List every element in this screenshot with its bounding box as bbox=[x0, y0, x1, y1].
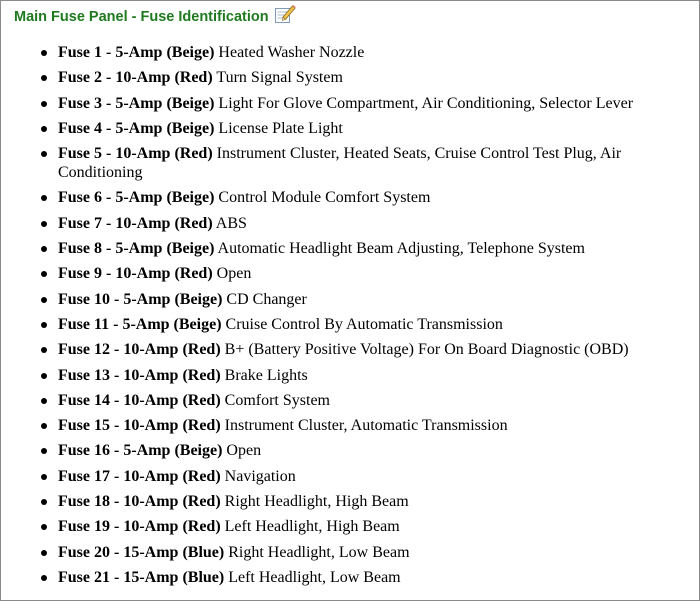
fuse-spec: Fuse 14 - 10-Amp (Red) bbox=[58, 391, 221, 409]
fuse-description: Turn Signal System bbox=[216, 69, 343, 87]
fuse-description: ABS bbox=[215, 214, 247, 232]
fuse-description: Automatic Headlight Beam Adjusting, Telephone System bbox=[217, 240, 585, 258]
fuse-spec: Fuse 12 - 10-Amp (Red) bbox=[58, 341, 221, 359]
fuse-list-item bbox=[1, 94, 691, 113]
fuse-spec: Fuse 9 - 10-Amp (Red) bbox=[58, 265, 213, 283]
fuse-description: CD Changer bbox=[226, 290, 307, 308]
title-row bbox=[14, 4, 296, 30]
fuse-list-item bbox=[1, 416, 691, 435]
fuse-spec: Fuse 8 - 5-Amp (Beige) bbox=[58, 240, 215, 258]
fuse-description: Instrument Cluster, Heated Seats, Cruise Control Test Plug, Air Conditioning bbox=[58, 145, 622, 182]
fuse-spec: Fuse 11 - 5-Amp (Beige) bbox=[58, 315, 222, 333]
edit-note-icon[interactable] bbox=[274, 4, 296, 24]
fuse-spec: Fuse 21 - 15-Amp (Blue) bbox=[58, 568, 225, 586]
fuse-description: Left Headlight, Low Beam bbox=[228, 568, 401, 586]
fuse-list-item bbox=[1, 119, 691, 138]
fuse-spec: Fuse 2 - 10-Amp (Red) bbox=[58, 69, 213, 87]
fuse-list-item bbox=[1, 492, 691, 511]
fuse-description: Brake Lights bbox=[224, 366, 308, 384]
fuse-list-item bbox=[1, 214, 691, 233]
fuse-description: Control Module Comfort System bbox=[218, 189, 431, 207]
page-title: Main Fuse Panel - Fuse Identification bbox=[14, 9, 269, 25]
fuse-spec: Fuse 17 - 10-Amp (Red) bbox=[58, 467, 221, 485]
fuse-description: Right Headlight, High Beam bbox=[224, 493, 409, 511]
fuse-list-item bbox=[1, 543, 691, 562]
fuse-description: Left Headlight, High Beam bbox=[224, 518, 400, 536]
fuse-description: Navigation bbox=[224, 467, 296, 485]
fuse-description: B+ (Battery Positive Voltage) For On Board Diagnostic (OBD) bbox=[224, 341, 629, 359]
fuse-spec: Fuse 15 - 10-Amp (Red) bbox=[58, 417, 221, 435]
fuse-list-item bbox=[1, 467, 691, 486]
fuse-list-item bbox=[1, 68, 691, 87]
fuse-list-item bbox=[1, 441, 691, 460]
fuse-description: Heated Washer Nozzle bbox=[218, 44, 365, 61]
fuse-spec: Fuse 1 - 5-Amp (Beige) bbox=[58, 44, 215, 61]
fuse-list bbox=[1, 43, 691, 593]
fuse-list-item bbox=[1, 144, 691, 182]
fuse-description: License Plate Light bbox=[218, 119, 343, 137]
fuse-list-item bbox=[1, 315, 691, 334]
fuse-list-item bbox=[1, 391, 691, 410]
fuse-list-item bbox=[1, 290, 691, 309]
fuse-list-item bbox=[1, 517, 691, 536]
fuse-spec: Fuse 3 - 5-Amp (Beige) bbox=[58, 94, 215, 112]
fuse-description: Right Headlight, Low Beam bbox=[228, 543, 410, 561]
fuse-description: Comfort System bbox=[224, 391, 330, 409]
fuse-description: Open bbox=[216, 265, 252, 283]
fuse-spec: Fuse 16 - 5-Amp (Beige) bbox=[58, 442, 223, 460]
fuse-list-item bbox=[1, 239, 691, 258]
fuse-list-item bbox=[1, 264, 691, 283]
fuse-list-item bbox=[1, 188, 691, 207]
fuse-list-item bbox=[1, 568, 691, 587]
fuse-list-item bbox=[1, 340, 691, 359]
fuse-spec: Fuse 20 - 15-Amp (Blue) bbox=[58, 543, 225, 561]
fuse-description: Light For Glove Compartment, Air Conditioning, Selector Lever bbox=[218, 94, 634, 112]
fuse-spec: Fuse 7 - 10-Amp (Red) bbox=[58, 214, 213, 232]
fuse-spec: Fuse 4 - 5-Amp (Beige) bbox=[58, 119, 215, 137]
fuse-spec: Fuse 19 - 10-Amp (Red) bbox=[58, 518, 221, 536]
fuse-list-item bbox=[1, 366, 691, 385]
fuse-description: Instrument Cluster, Automatic Transmission bbox=[224, 417, 508, 435]
fuse-description: Cruise Control By Automatic Transmission bbox=[225, 315, 503, 333]
fuse-description: Open bbox=[226, 442, 262, 460]
fuse-spec: Fuse 5 - 10-Amp (Red) bbox=[58, 145, 213, 163]
fuse-spec: Fuse 10 - 5-Amp (Beige) bbox=[58, 290, 223, 308]
fuse-spec: Fuse 18 - 10-Amp (Red) bbox=[58, 493, 221, 511]
fuse-spec: Fuse 13 - 10-Amp (Red) bbox=[58, 366, 221, 384]
fuse-list-item bbox=[1, 43, 691, 62]
fuse-spec: Fuse 6 - 5-Amp (Beige) bbox=[58, 189, 215, 207]
